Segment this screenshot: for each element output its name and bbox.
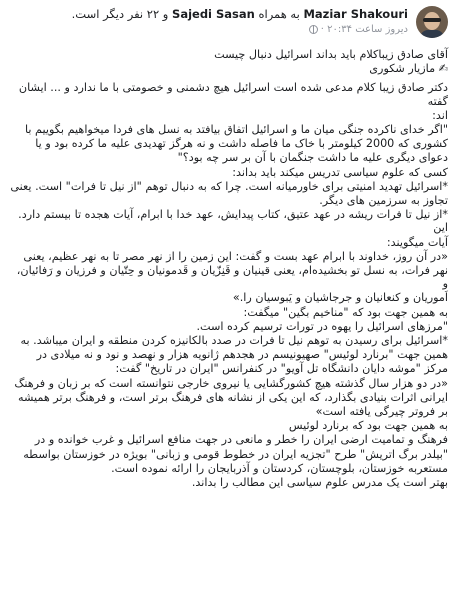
author-avatar[interactable] xyxy=(416,6,448,38)
avatar-shirt xyxy=(420,30,444,38)
post-body-line: دعوای دیگری علیه ما داشت جنگمان با آن بر سر چه بود؟" xyxy=(177,151,448,165)
others-link[interactable]: و ۲۲ نفر دیگر است. xyxy=(71,7,169,21)
post-body-line: به همین جهت بود که "مناخیم بگین" میگفت: xyxy=(243,305,448,319)
with-text: به همراه xyxy=(258,7,300,21)
post-body-line: کسی که علوم سیاسی تدریس میکند باید بداند: xyxy=(232,165,448,179)
post-body-line: بر فروتر چیرگی یافته است» xyxy=(315,405,448,419)
post-body-line: بهتر است یک مدرس علوم سیاسی این مطالب را بداند. xyxy=(191,476,448,490)
post-title-line xyxy=(28,7,408,22)
post-body-line: مرکز "موشه دایان دانشگاه تل آویو" در کنفرانس "ایران در تاریخ" گفت: xyxy=(115,362,448,376)
post-body-line: به همین جهت بود که برنارد لوئیس xyxy=(288,419,448,433)
globe-icon[interactable] xyxy=(309,25,318,34)
author-name-link[interactable]: Maziar Shakouri xyxy=(303,7,408,21)
post-meta xyxy=(306,24,408,35)
post-body-line: «در دو هزار سال گذشته هیچ کشورگشایی یا نیروی خارجی نتوانسته است که بر زبان و فرهنگ xyxy=(14,376,448,390)
post-body-line: تجاوز به سرزمین های دیگر. xyxy=(319,194,448,208)
post-body-line: کشوری که 2000 کیلومتر با خاک ما فاصله داشت و نه هرگز تهدیدی علیه ما کرده بود و یا xyxy=(35,137,448,151)
post-body-line: آقای صادق زیباکلام باید بداند اسرائیل دنبال چیست xyxy=(214,48,448,61)
post-body-line: دکتر صادق زیبا کلام مدعی شده است اسرائیل هیچ دشمنی و خصومتی با ما ندارد و ... ایشان گفته xyxy=(18,81,448,108)
post-header xyxy=(8,6,448,40)
post-body-line: اند: xyxy=(432,108,448,122)
post-body-line: "اگر خدای ناکرده جنگی میان ما و اسرائیل اتفاق بیافتد به نسل های فردا میخواهیم بگوییم با xyxy=(24,123,448,137)
meta-separator: · xyxy=(320,24,324,35)
post-body-line: *اسرائیل برای رسیدن به توهم نیل تا فرات در صدد بالکانیزه کردن منطقه و ایران میباشد. به xyxy=(20,334,448,348)
timestamp-link[interactable]: دیروز ساعت ۲۰:۳۴ xyxy=(327,24,408,35)
post-body-line: اَموریان و کنعانیان و جرجاشیان و یَبوسیان را.» xyxy=(232,291,448,305)
post-body-line: ایرانی اثرات بنیادی بگذارد، که این یکی از نشانه های فرهنگ برتر است، و فرهنگ برتر همیشه xyxy=(18,390,448,404)
post-body-line xyxy=(8,76,448,80)
post-body-line: نهر فرات، به نسل تو بخشیده‌ام، یعنی قینیان و قَنِزّیان و قَدمونیان و حِتّیان و فرزیان و رَفائیان، و xyxy=(16,264,448,291)
post-body-line: "مرزهای اسرائیل را یهوه در تورات ترسیم کرده است. xyxy=(196,319,448,333)
post-body-line: *اسرائیل تهدید امنیتی برای خاورمیانه است. چرا که به دنبال توهم "از نیل تا فرات" است. یعنی xyxy=(10,179,448,193)
post-body-line: فرهنگ و تمامیت ارضی ایران را خطر و مانعی در جهت منافع اسرائیل و غرب خوانده و در xyxy=(34,433,448,447)
post-body-line: مستعربه خوزستان، بلوچستان، کردستان و آذربایجان را ارائه نموده است. xyxy=(111,461,448,475)
avatar-glasses-icon xyxy=(423,18,441,22)
post-body-line: آیات میگویند: xyxy=(386,235,448,249)
post-body-line: "بیلدر برگ اتریش" طرح "تجزیه ایران در خطوط قومی و زبانی" بویژه در خوزستان بواسطه xyxy=(23,447,448,461)
tagged-user-link[interactable]: Sajedi Sasan xyxy=(172,7,255,21)
post-body-line: همین جهت "برنارد لوئیس" صهیونیسم در هجدهم ژانویه هزار و نهصد و نود و نه میلادی در xyxy=(36,348,448,362)
post-body-line: *از نیل تا فرات ریشه در عهد عتیق، کتاب پیدایش، عهد خدا با ابرام، آیات هجده تا بیستم دارد. این xyxy=(18,208,448,235)
post-body xyxy=(8,48,448,490)
post-body-line: ✍ مازیار شکوری xyxy=(369,62,448,76)
post-body-line: «در آن روز، خداوند با ابرام عهد بست و گفت: این زمین را از نهر مصر تا به نهر عظیم، یعنی xyxy=(23,249,448,263)
